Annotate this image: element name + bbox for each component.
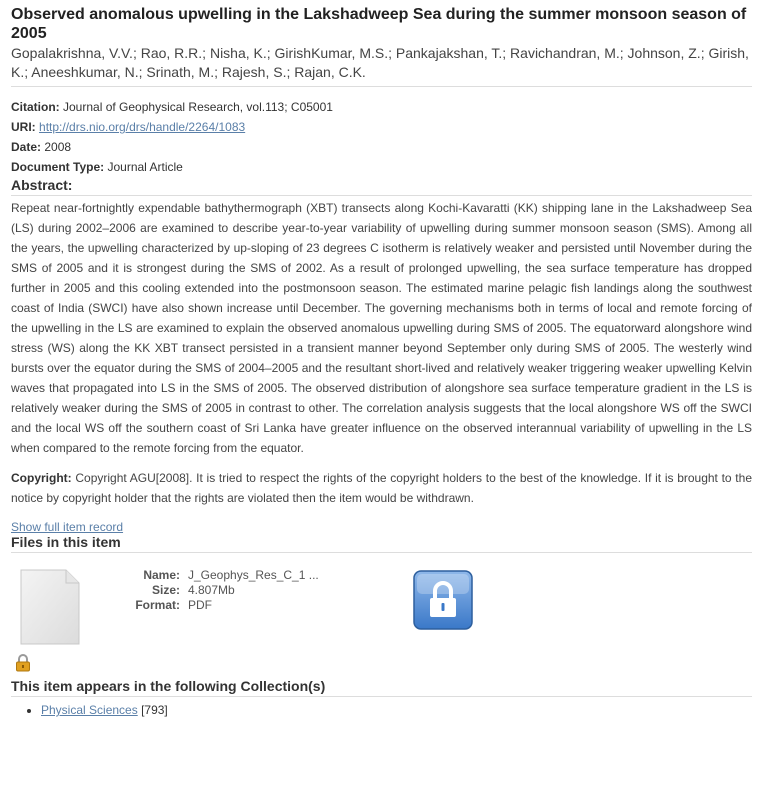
citation-row <box>11 97 752 117</box>
list-item <box>41 703 752 717</box>
file-size-value: 4.807Mb <box>188 583 235 597</box>
collections-list <box>11 703 752 717</box>
copyright-block <box>11 468 752 508</box>
padlock-icon <box>15 654 31 672</box>
collection-link[interactable]: Physical Sciences <box>41 703 138 717</box>
file-format-label: Format: <box>135 598 180 612</box>
abstract-heading: Abstract: <box>11 177 752 196</box>
document-thumbnail-icon[interactable] <box>20 569 80 645</box>
file-format-value: PDF <box>188 598 212 612</box>
page-title: Observed anomalous upwelling in the Lakshadweep Sea during the summer monsoon season of 2005 <box>11 6 747 42</box>
uri-row <box>11 117 752 137</box>
doctype-row <box>11 157 752 177</box>
authors-list: Gopalakrishna, V.V.; Rao, R.R.; Nisha, K.; GirishKumar, M.S.; Pankajakshan, T.; Ravichandran, M.; Johnson, Z.; Girish, K.; Aneeshkumar, N.; Srinath, M.; Rajesh, S.; Rajan, C.K. <box>11 44 752 87</box>
citation-value: Journal of Geophysical Research, vol.113; C05001 <box>63 100 333 114</box>
restricted-access-lock-icon[interactable] <box>413 570 473 630</box>
file-size-label: Size: <box>151 583 180 597</box>
file-name-label: Name: <box>143 568 180 582</box>
uri-label: URI: <box>11 120 36 134</box>
uri-link[interactable]: http://drs.nio.org/drs/handle/2264/1083 <box>39 120 246 134</box>
metadata-block <box>11 97 752 177</box>
citation-label: Citation: <box>11 100 60 114</box>
files-heading: Files in this item <box>11 534 752 553</box>
copyright-text: Copyright AGU[2008]. It is tried to respect the rights of the copyright holders to the best of the knowledge. If it is brought to the notice by copyright holder that the rights are violated then the item would be withdrawn. <box>11 471 752 505</box>
collection-count: [793] <box>141 703 168 717</box>
abstract-text: Repeat near-fortnightly expendable bathythermograph (XBT) transects along Kochi-Kavaratti (KK) shipping lane in the Lakshadweep Sea (LS) during 2002–2006 are examined to describe year-to-year variability of upwelling during summer monsoon season (SMS). Among all the years, the upwelling characterized by up-sloping of 23 degrees C isotherm is relatively weaker and persisted until November during the SMS of 2005 and it is strongest during the SMS of 2002. As a result of prolonged upwelling, the sea surface temperature has dropped further in 2005 and this cooling extended into the postmonsoon season. The estimated marine pelagic fish landings along the southwest coast of India (SWCI) have also shown increase until December. The governing mechanisms both in terms of local and remote forcing of the upwelling in the LS are examined to explain the observed anomalous upwelling during SMS of 2005. The equatorward alongshore wind stress (WS) along the KK XBT transect persisted in a transient manner beyond September only during SMS of 2005. The westerly wind bursts over the equator during the SMS of 2004–2005 and the resultant short-lived and relatively weaker triggering weaker upwelling Kelvin waves that propagated into LS in the SMS of 2005. The observed distribution of alongshore sea surface temperature gradient in the LS is relatively weaker during the SMS of 2005 in contrast to other. The correlation analysis suggests that the local alongshore WS off the SWCI and the local WS off the southern coast of Sri Lanka have greater influence on the observed interannual variability of upwelling in the LS when compared to the remote forcing from the equator. <box>11 201 752 455</box>
date-value: 2008 <box>44 140 72 154</box>
collections-heading: This item appears in the following Collection(s) <box>11 678 752 697</box>
copyright-label: Copyright: <box>11 471 72 485</box>
show-full-record-link[interactable]: Show full item record <box>11 520 124 534</box>
doctype-label: Document Type: <box>11 160 105 174</box>
date-label: Date: <box>11 140 42 154</box>
date-row <box>11 137 752 157</box>
file-name-value[interactable]: J_Geophys_Res_C_1 ... <box>188 568 319 582</box>
file-entry <box>11 553 752 678</box>
doctype-value: Journal Article <box>107 160 183 174</box>
item-view <box>11 0 752 717</box>
